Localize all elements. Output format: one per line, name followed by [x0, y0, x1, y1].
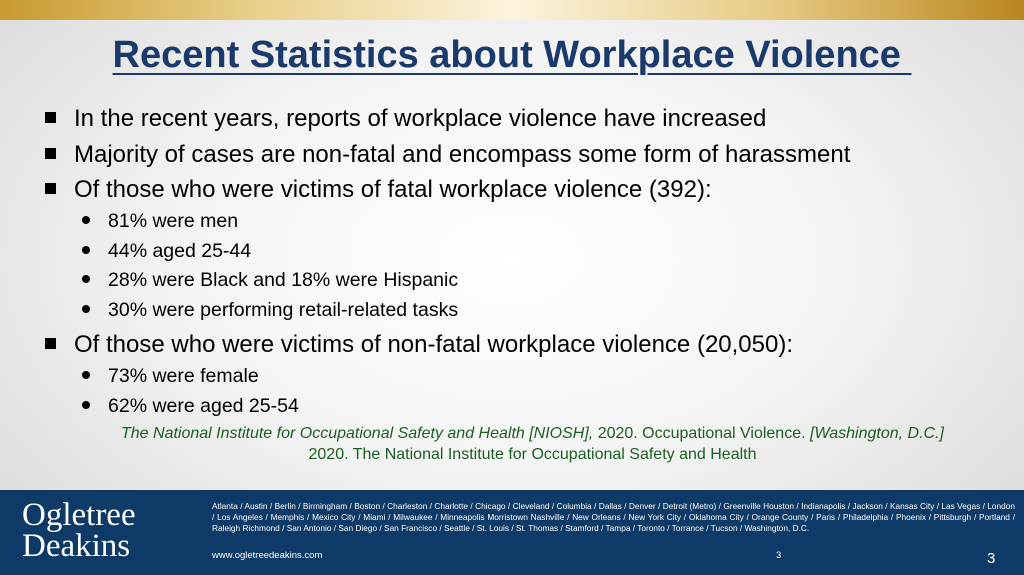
footer-page-label: 3	[776, 550, 782, 561]
bullet-dot-icon	[82, 371, 90, 379]
slide-title: Recent Statistics about Workplace Violence	[112, 34, 912, 76]
fatal-sub-2: 44% aged 25-44	[108, 240, 252, 262]
bullet-4: Of those who were victims of non-fatal workplace violence (20,050):	[74, 331, 794, 358]
citation-author: The National Institute for Occupational Safety and Health [NIOSH],	[121, 425, 594, 442]
fatal-sub-1: 81% were men	[108, 210, 239, 232]
ogletree-deakins-logo	[22, 497, 136, 564]
bullet-1: In the recent years, reports of workplace violence have increased	[74, 105, 767, 132]
bullet-square-icon	[45, 338, 56, 349]
citation-place: [Washington, D.C.]	[810, 425, 944, 442]
logo-line-1: Ogletree	[22, 497, 136, 533]
bullet-2: Majority of cases are non-fatal and encompass some form of harassment	[74, 141, 851, 168]
bullet-dot-icon	[82, 401, 90, 409]
citation	[80, 423, 985, 465]
website-link[interactable]: www.ogletreedeakins.com	[212, 550, 323, 561]
bullet-square-icon	[45, 148, 56, 159]
fatal-sub-4: 30% were performing retail-related tasks	[108, 299, 459, 321]
bullet-square-icon	[45, 183, 56, 194]
nonfatal-sub-1: 73% were female	[108, 365, 259, 387]
nonfatal-sub-2: 62% were aged 25-54	[108, 395, 299, 417]
bullet-3: Of those who were victims of fatal workplace violence (392):	[74, 176, 712, 203]
fatal-sub-3: 28% were Black and 18% were Hispanic	[108, 269, 459, 291]
slide-number: 3	[987, 550, 996, 567]
citation-publisher: 2020. The National Institute for Occupational Safety and Health	[308, 446, 757, 463]
office-locations: Atlanta / Austin / Berlin / Birmingham / Boston / Charleston / Charlotte / Chicago / Cleveland / Columbia / Dallas / Denver / Detroit (Metro) / Greenville Houston / Indianapolis / Jackson / Kansas City / Las Vegas / London / Los Angeles / Memphis / Mexico City / Miami / Milwaukee / Minneapolis Morristown Nashville / New Orleans / New York City / Oklahoma City / Orange County / Paris / Philadelphia / Phoenix / Pittsburgh / Portland / Raleigh Richmond / San Antonio / San Diego / San Francisco / Seattle / St. Louis / St. Thomas / Stamford / Tampa / Toronto / Torrance / Tucson / Washington, D.C.	[212, 501, 1015, 533]
bullet-dot-icon	[82, 275, 90, 283]
citation-title: 2020. Occupational Violence.	[593, 425, 810, 442]
bullet-dot-icon	[82, 216, 90, 224]
footer	[0, 490, 1024, 575]
bullet-dot-icon	[82, 246, 90, 254]
logo-line-2: Deakins	[22, 528, 131, 564]
gold-header-bar	[0, 0, 1024, 20]
bullet-square-icon	[45, 112, 56, 123]
bullet-dot-icon	[82, 305, 90, 313]
